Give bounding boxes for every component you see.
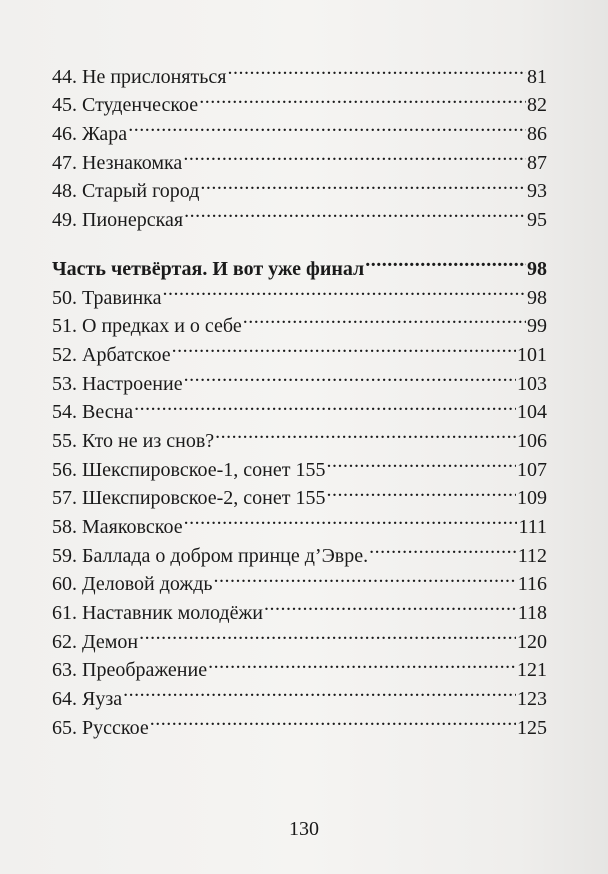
toc-leader-dots	[184, 504, 518, 533]
toc-entry-title: 61. Наставник молодёжи	[52, 602, 263, 625]
toc-entry-title: 48. Старый город	[52, 180, 200, 203]
toc-entry-title: 54. Весна	[52, 401, 134, 424]
toc-leader-dots	[326, 476, 516, 505]
toc-entry	[52, 676, 547, 711]
toc-entry-title: 65. Русское	[52, 716, 149, 739]
toc-entry-title: 59. Баллада о добром принце д’Эвре.	[52, 544, 369, 567]
toc-leader-dots	[184, 197, 526, 226]
toc-leader-dots	[243, 304, 526, 333]
toc-entry-title: 47. Незнакомка	[52, 151, 183, 174]
toc-leader-dots	[326, 447, 516, 476]
toc-entry-title: 52. Арбатское	[52, 343, 171, 366]
toc-entry-page: 93	[527, 180, 547, 203]
toc-entry-title: 57. Шекспировское-2, сонет 155	[52, 487, 326, 510]
toc-leader-dots	[150, 705, 516, 734]
toc-entry-page: 107	[517, 458, 547, 481]
toc-entry-title: 63. Преображение	[52, 659, 208, 682]
toc-entry-page: 104	[517, 401, 547, 424]
toc-leader-dots	[123, 676, 516, 705]
toc-leader-dots	[264, 590, 517, 619]
toc-entry-title: 53. Настроение	[52, 372, 183, 395]
toc-entry-page: 123	[517, 688, 547, 711]
toc-leader-dots	[227, 54, 526, 83]
toc-entry	[52, 54, 547, 88]
toc-entry-title: 49. Пионерская	[52, 209, 184, 232]
toc-part-heading-page: 98	[527, 257, 547, 280]
toc-leader-dots	[139, 619, 516, 648]
table-of-contents	[52, 54, 547, 739]
toc-entry-title: 44. Не прислоняться	[52, 65, 227, 88]
toc-entry-title: 46. Жара	[52, 123, 128, 146]
toc-leader-dots	[162, 275, 526, 304]
toc-leader-dots	[134, 390, 516, 419]
toc-entry-title: 50. Травинка	[52, 286, 162, 309]
toc-entry-page: 106	[517, 429, 547, 452]
toc-entry-page: 99	[527, 315, 547, 338]
toc-entry-page: 86	[527, 123, 547, 146]
toc-entry-page: 101	[517, 343, 547, 366]
toc-entry-page: 111	[518, 516, 547, 538]
toc-entry-page: 82	[527, 94, 547, 117]
toc-entry-title: 64. Яуза	[52, 688, 123, 711]
toc-entry-title: 55. Кто не из снов?	[52, 429, 215, 452]
toc-entry	[52, 705, 547, 739]
toc-entry-title: 60. Деловой дождь	[52, 573, 213, 596]
toc-leader-dots	[214, 562, 517, 591]
toc-entry-page: 120	[517, 630, 547, 653]
toc-entry-title: 58. Маяковское	[52, 516, 183, 538]
toc-entry-page: 118	[517, 602, 547, 625]
toc-entry-page: 121	[517, 659, 547, 682]
toc-entry-page: 87	[527, 151, 547, 174]
toc-entry-page: 125	[517, 716, 547, 739]
toc-leader-dots	[199, 83, 526, 112]
toc-entry-page: 116	[517, 573, 547, 596]
page-number: 130	[289, 818, 319, 840]
toc-leader-dots	[200, 169, 526, 198]
toc-leader-dots	[172, 332, 516, 361]
toc-section-part-four	[52, 275, 547, 739]
toc-entry-page: 109	[517, 487, 547, 510]
toc-entry-page: 81	[527, 65, 547, 88]
toc-entry-page: 112	[517, 544, 547, 567]
toc-part-heading	[52, 246, 547, 280]
toc-entry-page: 98	[527, 286, 547, 309]
toc-entry-title: 45. Студенческое	[52, 94, 199, 117]
toc-section-part-three-end	[52, 54, 547, 232]
toc-leader-dots	[365, 246, 526, 275]
toc-leader-dots	[128, 111, 526, 140]
toc-entry-title: 62. Демон	[52, 630, 139, 653]
toc-entry-title: 56. Шекспировское-1, сонет 155	[52, 458, 326, 481]
toc-leader-dots	[208, 648, 516, 677]
toc-leader-dots	[183, 140, 526, 169]
toc-part-heading-title: Часть четвёртая. И вот уже финал	[52, 257, 365, 280]
toc-entry-page: 103	[517, 372, 547, 395]
toc-leader-dots	[184, 361, 516, 390]
toc-entry-page: 95	[527, 209, 547, 232]
toc-entry-title: 51. О предках и о себе	[52, 315, 242, 338]
toc-leader-dots	[369, 533, 517, 562]
toc-leader-dots	[215, 418, 516, 447]
